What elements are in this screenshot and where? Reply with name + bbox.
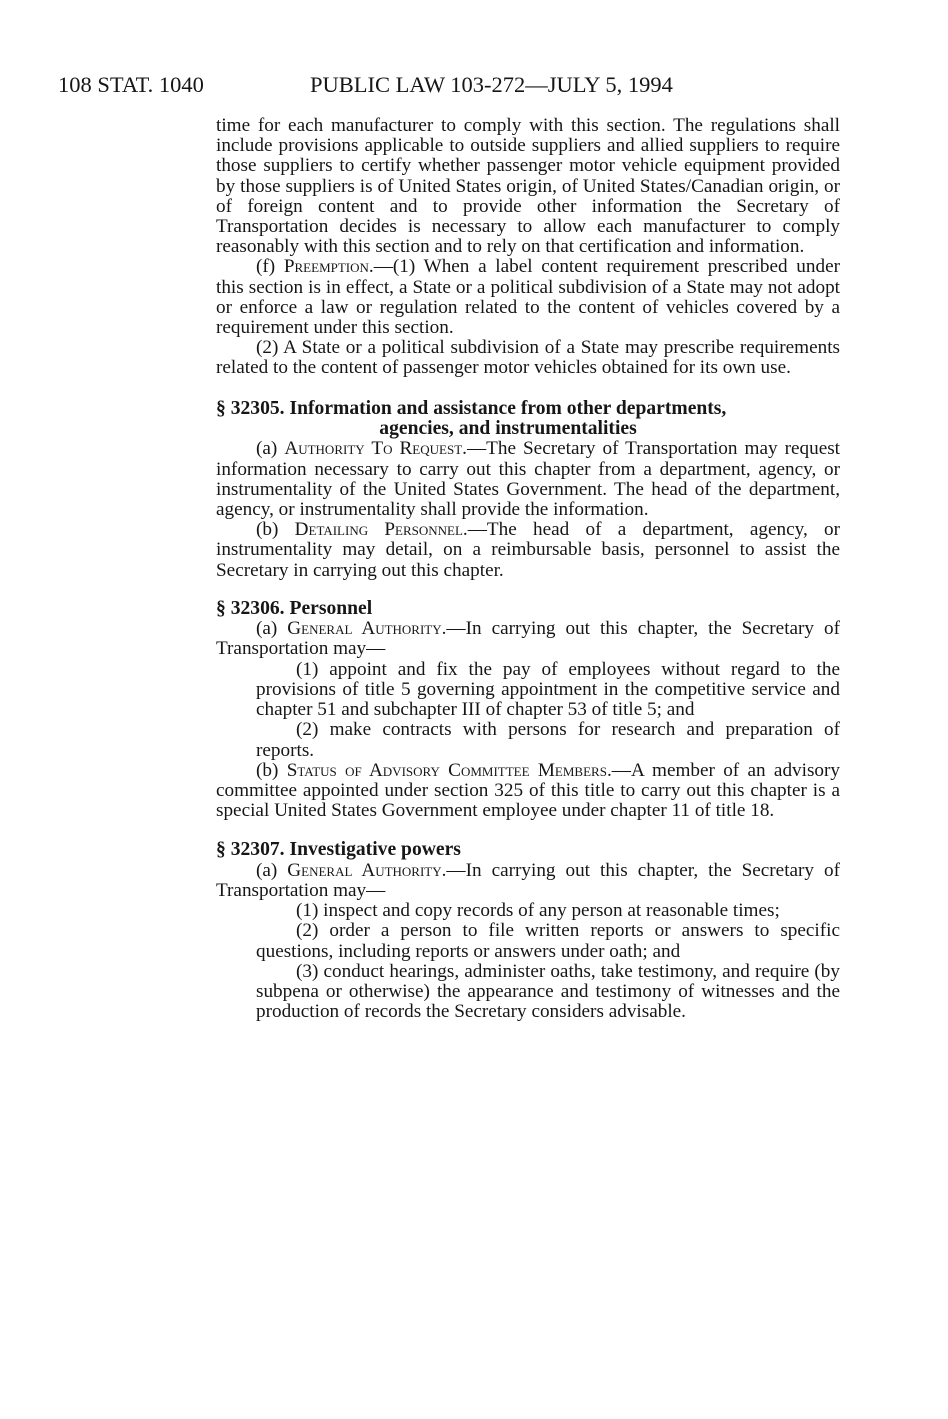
- section-heading-32307: § 32307. Investigative powers: [216, 839, 461, 861]
- subsection-text: .—A member of an advisory committee appointed under section 325 of this title to carry out this chapter is a special United States Government employee under chapter 11 of title 18.: [216, 759, 841, 822]
- subsection-text: .—In carrying out this chapter, the Secretary of Transportation may—: [216, 618, 840, 660]
- running-header: [58, 67, 718, 103]
- section-title-line-1: Information and assistance from other departments,: [289, 397, 727, 419]
- paragraph-32307-a-1: (1) inspect and copy records of any person at reasonable times;: [296, 900, 780, 922]
- section-heading-32305: [216, 399, 840, 440]
- subsection-heading: Detailing Personnel: [294, 519, 463, 541]
- subsection-label: (f): [256, 256, 284, 278]
- subsection-heading: Status of Advisory Committee Members: [286, 759, 607, 781]
- subsection-32305-b: [216, 520, 840, 581]
- paragraph-32307-a-3: (3) conduct hearings, administer oaths, take testimony, and require (by subpena or otherwise) the appearance and testimony of witnesses and the production of records the Secretary considers advisable.: [256, 960, 840, 1023]
- continued-paragraph: time for each manufacturer to comply with this section. The regulations shall include provisions applicable to outside suppliers and allied suppliers to require those suppliers to certify whether passenger motor vehicle equipment provided by those suppliers is of United States origin, of United States/Canadian origin, or of foreign content and to provide other information the Secretary of Transportation decides is necessary to allow each manufacturer to comply reasonably with this section and to rely on that certification and information.: [216, 115, 840, 258]
- subsection-label: (b): [256, 759, 287, 781]
- subsection-label: (a): [256, 618, 288, 640]
- subsection-32306-b: [216, 761, 840, 822]
- section-heading-32306: § 32306. Personnel: [216, 597, 373, 619]
- public-law-title: PUBLIC LAW 103-272—JULY 5, 1994: [310, 72, 673, 97]
- subsection-f-1: [216, 257, 840, 338]
- document-body: [216, 116, 840, 1022]
- subsection-heading: Authority To Request: [284, 438, 463, 460]
- paragraph-32307-a-2: (2) order a person to file written reports or answers to specific questions, including reports or answers under oath; and: [256, 920, 840, 962]
- subsection-text: .—The Secretary of Transportation may request information necessary to carry out this chapter from a department, agency, or instrumentality of the United States Government. The head of the department, agency, or instrumentality shall provide the information.: [216, 438, 841, 521]
- subsection-heading: General Authority: [287, 859, 442, 881]
- statute-page-number: 108 STAT. 1040: [58, 72, 204, 97]
- subsection-label: (b): [256, 519, 295, 541]
- paragraph-32306-a-1: (1) appoint and fix the pay of employees without regard to the provisions of title 5 governing appointment in the competitive service and chapter 51 and subchapter III of chapter 53 of title 5; and: [256, 658, 840, 721]
- subsection-heading: General Authority: [287, 618, 442, 640]
- section-number: § 32305.: [216, 397, 290, 419]
- subsection-text: .—(1) When a label content requirement prescribed under this section is in effect, a State or a political subdivision of a State may not adopt or enforce a law or regulation related to the content of vehicles covered by a requirement under this section.: [216, 256, 840, 339]
- subsection-label: (a): [256, 438, 285, 460]
- section-title-line-2: agencies, and instrumentalities: [379, 418, 637, 440]
- paragraph-32306-a-2: (2) make contracts with persons for research and preparation of reports.: [256, 719, 840, 761]
- subsection-f-2: (2) A State or a political subdivision of a State may prescribe requirements related to the content of passenger motor vehicles obtained for its own use.: [216, 337, 840, 379]
- subsection-heading: Preemption: [283, 256, 369, 278]
- subsection-label: (a): [256, 859, 288, 881]
- subsection-text: .—In carrying out this chapter, the Secretary of Transportation may—: [216, 859, 840, 901]
- subsection-text: .—The head of a department, agency, or instrumentality may detail, on a reimbursable basis, personnel to assist the Secretary in carrying out this chapter.: [216, 519, 840, 581]
- subsection-32307-a: [216, 861, 840, 901]
- subsection-32306-a: [216, 619, 840, 659]
- subsection-32305-a: [216, 439, 840, 520]
